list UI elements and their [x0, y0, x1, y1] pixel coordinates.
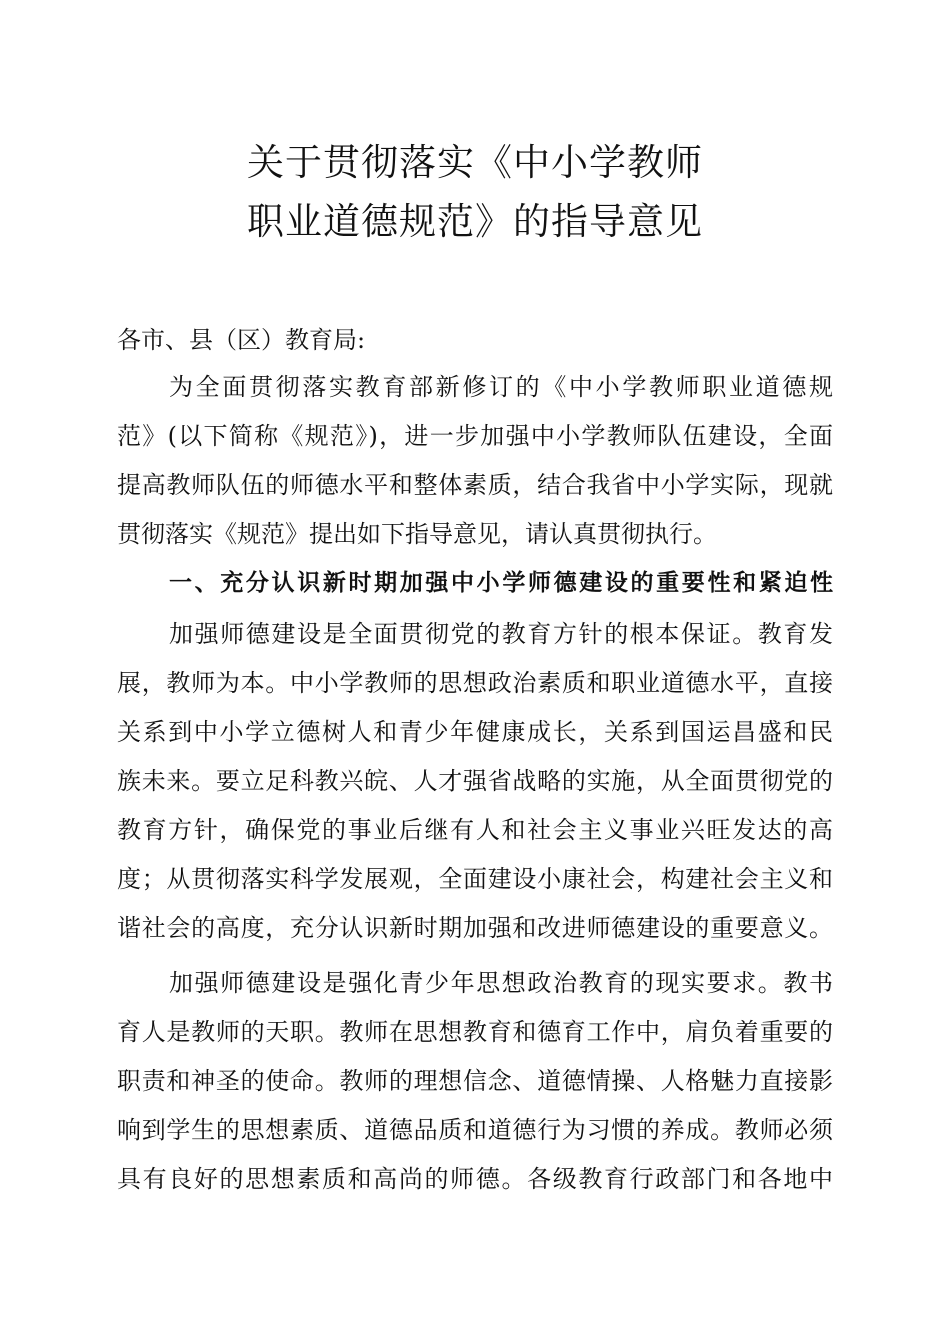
paragraph-line: 职责和神圣的使命。教师的理想信念、道德情操、人格魅力直接影 — [117, 1067, 833, 1095]
paragraph-line: 响到学生的思想素质、道德品质和道德行为习惯的养成。教师必须 — [117, 1116, 833, 1144]
paragraph-line: 教育方针，确保党的事业后继有人和社会主义事业兴旺发达的高 — [117, 816, 833, 844]
paragraph-line: 族未来。要立足科教兴皖、人才强省战略的实施，从全面贯彻党的 — [117, 767, 833, 795]
intro-line-3: 提高教师队伍的师德水平和整体素质，结合我省中小学实际，现就 — [117, 471, 833, 499]
paragraph-line: 加强师德建设是强化青少年思想政治教育的现实要求。教书 — [169, 969, 833, 997]
document-title-line-2: 职业道德规范》的指导意见 — [247, 200, 703, 243]
section-heading: 一、充分认识新时期加强中小学师德建设的重要性和紧迫性 — [169, 570, 833, 596]
paragraph-line: 关系到中小学立德树人和青少年健康成长，关系到国运昌盛和民 — [117, 718, 833, 746]
salutation: 各市、县（区）教育局: — [117, 326, 366, 354]
document-title-line-1: 关于贯彻落实《中小学教师 — [247, 141, 703, 184]
paragraph-line: 育人是教师的天职。教师在思想教育和德育工作中，肩负着重要的 — [117, 1018, 833, 1046]
paragraph-line: 展，教师为本。中小学教师的思想政治素质和职业道德水平，直接 — [117, 669, 833, 697]
intro-line-4: 贯彻落实《规范》提出如下指导意见，请认真贯彻执行。 — [117, 520, 717, 548]
paragraph-line: 具有良好的思想素质和高尚的师德。各级教育行政部门和各地中 — [117, 1165, 833, 1193]
paragraph-line: 谐社会的高度，充分认识新时期加强和改进师德建设的重要意义。 — [117, 914, 833, 942]
paragraph-line: 度；从贯彻落实科学发展观，全面建设小康社会，构建社会主义和 — [117, 865, 833, 893]
intro-line-1: 为全面贯彻落实教育部新修订的《中小学教师职业道德规 — [169, 373, 833, 401]
paragraph-line: 加强师德建设是全面贯彻党的教育方针的根本保证。教育发 — [169, 620, 833, 648]
intro-line-2: 范》(以下简称《规范》)，进一步加强中小学教师队伍建设，全面 — [117, 422, 833, 450]
